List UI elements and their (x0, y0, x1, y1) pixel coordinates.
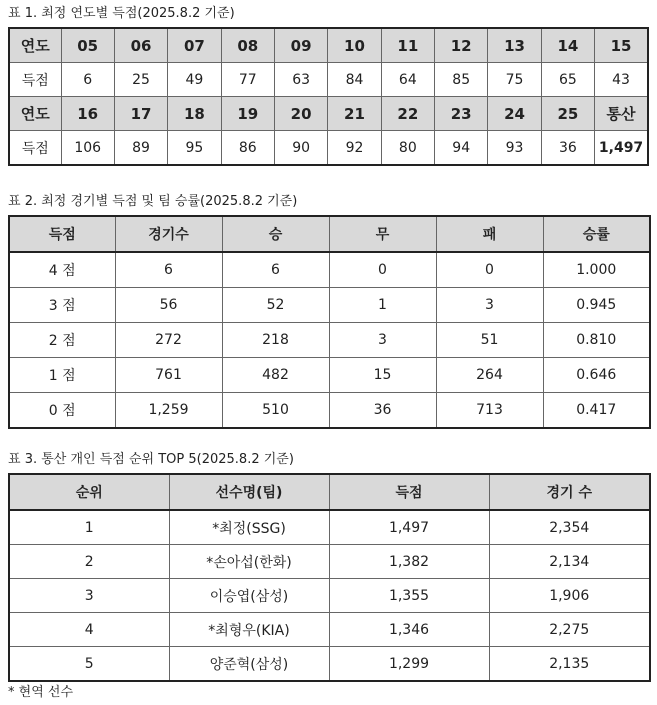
runs-cell: 95 (168, 131, 221, 166)
footnote: * 현역 선수 (8, 685, 73, 700)
table-row (9, 613, 650, 647)
runs-vs-winrate-table (8, 215, 651, 429)
runs-cell: 77 (221, 63, 274, 97)
table-cell: *최형우(KIA) (169, 613, 329, 647)
table-cell: 1,382 (329, 545, 489, 579)
table-row (9, 510, 650, 545)
table2-caption: 표 2. 최정 경기별 득점 및 팀 승률(2025.8.2 기준) (8, 194, 298, 209)
table-cell: 510 (222, 393, 329, 429)
column-header: 득점 (9, 216, 115, 252)
year-cell: 18 (168, 97, 221, 131)
runs-cell: 92 (328, 131, 381, 166)
column-header: 패 (436, 216, 543, 252)
year-cell: 15 (595, 28, 648, 63)
table-cell: 1,346 (329, 613, 489, 647)
year-cell: 09 (274, 28, 327, 63)
table-cell: 15 (329, 358, 436, 393)
table-cell: 0.417 (543, 393, 650, 429)
table-cell: 2,354 (489, 510, 650, 545)
column-header: 득점 (329, 474, 489, 510)
table-cell: 52 (222, 288, 329, 323)
table-cell: 2 (9, 545, 169, 579)
table-cell: 761 (115, 358, 222, 393)
table-cell: 2 점 (9, 323, 115, 358)
runs-cell: 90 (274, 131, 327, 166)
table-cell: 0.810 (543, 323, 650, 358)
table-row (9, 28, 648, 63)
column-header: 경기수 (115, 216, 222, 252)
year-cell: 19 (221, 97, 274, 131)
header-row (9, 216, 650, 252)
table-cell: 1,906 (489, 579, 650, 613)
runs-cell: 63 (274, 63, 327, 97)
runs-cell: 93 (488, 131, 541, 166)
table3-caption: 표 3. 통산 개인 득점 순위 TOP 5(2025.8.2 기준) (8, 452, 294, 467)
year-cell: 14 (541, 28, 594, 63)
table-row (9, 647, 650, 682)
table-cell: 1,355 (329, 579, 489, 613)
table-cell: 6 (222, 252, 329, 288)
year-cell: 21 (328, 97, 381, 131)
table-cell: 264 (436, 358, 543, 393)
column-header: 선수명(팀) (169, 474, 329, 510)
year-cell: 22 (381, 97, 434, 131)
table-cell: 1.000 (543, 252, 650, 288)
table-row (9, 131, 648, 166)
table-row (9, 63, 648, 97)
row-label: 연도 (9, 97, 61, 131)
table-row (9, 288, 650, 323)
row-label: 연도 (9, 28, 61, 63)
table-cell: 0 (329, 252, 436, 288)
table-cell: 4 점 (9, 252, 115, 288)
runs-cell: 64 (381, 63, 434, 97)
table-cell: 3 (436, 288, 543, 323)
table-cell: 0.646 (543, 358, 650, 393)
column-header: 승 (222, 216, 329, 252)
runs-cell: 75 (488, 63, 541, 97)
table-cell: 6 (115, 252, 222, 288)
table-row (9, 323, 650, 358)
row-label: 득점 (9, 63, 61, 97)
year-cell: 13 (488, 28, 541, 63)
table-cell: 51 (436, 323, 543, 358)
table-cell: 1,299 (329, 647, 489, 682)
runs-cell: 106 (61, 131, 114, 166)
table-cell: 0 (436, 252, 543, 288)
runs-cell: 84 (328, 63, 381, 97)
table-cell: 36 (329, 393, 436, 429)
career-runs-top5-table (8, 473, 651, 682)
table-cell: 56 (115, 288, 222, 323)
runs-cell: 65 (541, 63, 594, 97)
yearly-runs-table (8, 27, 649, 166)
runs-cell: 25 (114, 63, 167, 97)
year-cell: 20 (274, 97, 327, 131)
year-cell: 통산 (595, 97, 648, 131)
year-cell: 16 (61, 97, 114, 131)
table-cell: 1,497 (329, 510, 489, 545)
runs-cell: 49 (168, 63, 221, 97)
table-row (9, 358, 650, 393)
runs-cell: 85 (435, 63, 488, 97)
table-cell: 1 (329, 288, 436, 323)
table-cell: 양준혁(삼성) (169, 647, 329, 682)
table-row (9, 393, 650, 429)
table-cell: *손아섭(한화) (169, 545, 329, 579)
career-total-cell: 1,497 (595, 131, 648, 166)
table-row (9, 97, 648, 131)
table-cell: *최정(SSG) (169, 510, 329, 545)
table1-caption: 표 1. 최정 연도별 득점(2025.8.2 기준) (8, 6, 235, 21)
year-cell: 06 (114, 28, 167, 63)
row-label: 득점 (9, 131, 61, 166)
table-cell: 3 (9, 579, 169, 613)
table-cell: 0.945 (543, 288, 650, 323)
table-cell: 482 (222, 358, 329, 393)
runs-cell: 86 (221, 131, 274, 166)
table-row (9, 252, 650, 288)
table-cell: 218 (222, 323, 329, 358)
table-cell: 5 (9, 647, 169, 682)
table-cell: 1 점 (9, 358, 115, 393)
year-cell: 11 (381, 28, 434, 63)
column-header: 무 (329, 216, 436, 252)
table-row (9, 545, 650, 579)
year-cell: 05 (61, 28, 114, 63)
runs-cell: 36 (541, 131, 594, 166)
table-cell: 2,135 (489, 647, 650, 682)
table-cell: 2,134 (489, 545, 650, 579)
table-cell: 272 (115, 323, 222, 358)
table-cell: 3 (329, 323, 436, 358)
table-row (9, 579, 650, 613)
year-cell: 12 (435, 28, 488, 63)
table-cell: 0 점 (9, 393, 115, 429)
runs-cell: 94 (435, 131, 488, 166)
year-cell: 24 (488, 97, 541, 131)
year-cell: 10 (328, 28, 381, 63)
table-cell: 2,275 (489, 613, 650, 647)
runs-cell: 6 (61, 63, 114, 97)
table-cell: 이승엽(삼성) (169, 579, 329, 613)
column-header: 승률 (543, 216, 650, 252)
table-cell: 1,259 (115, 393, 222, 429)
table-cell: 3 점 (9, 288, 115, 323)
header-row (9, 474, 650, 510)
year-cell: 23 (435, 97, 488, 131)
column-header: 경기 수 (489, 474, 650, 510)
runs-cell: 43 (595, 63, 648, 97)
runs-cell: 80 (381, 131, 434, 166)
year-cell: 17 (114, 97, 167, 131)
runs-cell: 89 (114, 131, 167, 166)
table-cell: 1 (9, 510, 169, 545)
year-cell: 07 (168, 28, 221, 63)
column-header: 순위 (9, 474, 169, 510)
year-cell: 08 (221, 28, 274, 63)
table-cell: 4 (9, 613, 169, 647)
table-cell: 713 (436, 393, 543, 429)
year-cell: 25 (541, 97, 594, 131)
